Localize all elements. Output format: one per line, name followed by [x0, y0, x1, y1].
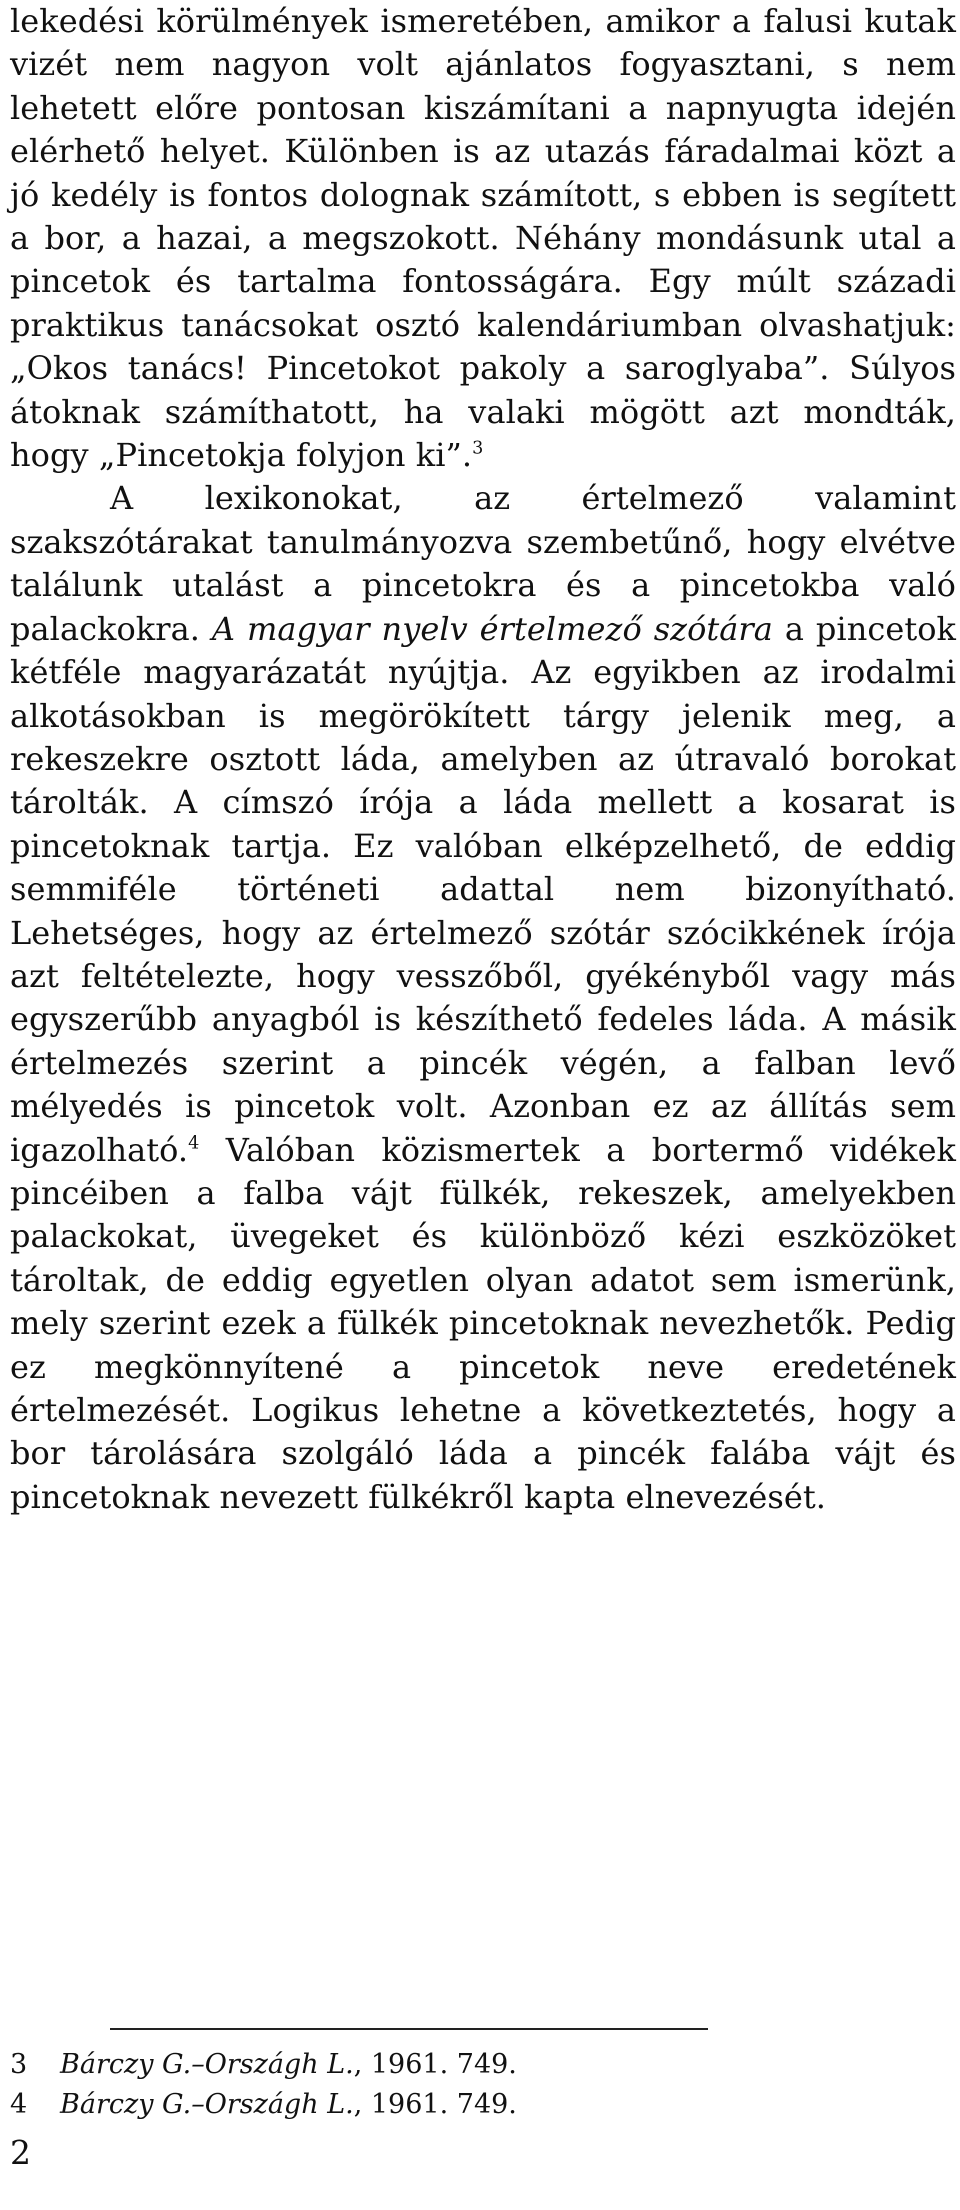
- footnote-number: 3: [10, 2049, 28, 2080]
- footnote-citation: , 1961. 749.: [353, 2049, 517, 2080]
- paragraph-2: [10, 477, 956, 1519]
- body-text: [10, 0, 956, 1519]
- footnote-divider: [110, 2028, 708, 2030]
- paragraph-2-part-1: A lexikonokat, az értelmező valamint szakszótárakat tanulmányozva szembetűnő, hogy elvétve találunk utalást a pincetokra és a pincetokba való palackokra.: [10, 479, 956, 648]
- footnote-author: Bárczy G.–Országh L.: [60, 2089, 354, 2120]
- footnote-ref-3: 3: [472, 438, 484, 459]
- footnotes: [10, 2045, 910, 2125]
- page-number: 2: [10, 2133, 31, 2172]
- footnote-author: Bárczy G.–Országh L.: [60, 2049, 354, 2080]
- footnote-text: [60, 2045, 517, 2085]
- paragraph-2-part-2: a pincetok kétféle magyarázatát nyújtja. Az egyikben az irodalmi alkotásokban is megörökített tárgy jelenik meg, a rekeszekre osztott láda, amelyben az útravaló borokat tárolták. A címszó írója a láda mellett a kosarat is pincetoknak tartja. Ez valóban elképzelhető, de eddig semmiféle történeti adattal nem bizonyítható. Lehetséges, hogy az értelmező szótár szócikkének írója azt feltételezte, hogy vesszőből, gyékényből vagy más egyszerűbb anyagból is készíthető fedeles láda. A másik értelmezés szerint a pincék végén, a falban levő mélyedés is pincetok volt. Azonban ez az állítás sem igazolható.: [10, 609, 956, 1169]
- footnote-number: 4: [10, 2089, 28, 2120]
- dictionary-title: A magyar nyelv értelmező szótára: [211, 609, 773, 648]
- paragraph-1-text: lekedési körülmények ismeretében, amikor a falusi kutak vizét nem nagyon volt ajánlatos fogyasztani, s nem lehetett előre pontosan kiszámítani a napnyugta idején elérhető helyet. Különben is az utazás fáradalmai közt a jó kedély is fontos dolognak számított, s ebben is segített a bor, a hazai, a megszokott. Néhány mondásunk utal a pincetok és tartalma fontosságára. Egy múlt századi praktikus tanácsokat osztó kalendáriumban olvashatjuk: „Okos tanács! Pincetokot pakoly a saroglyaba”. Súlyos átoknak számíthatott, ha valaki mögött azt mondták, hogy „Pincetokja folyjon ki”.: [10, 2, 956, 475]
- paragraph-2-part-3: Valóban közismertek a bortermő vidékek pincéiben a falba vájt fülkék, rekeszek, amelyekben palackokat, üvegeket és különböző kézi eszközöket tároltak, de eddig egyetlen olyan adatot sem ismerünk, mely szerint ezek a fülkék pincetoknak nevezhetők. Pedig ez megkönnyítené a pincetok neve eredetének értelmezését. Logikus lehetne a következtetés, hogy a bor tárolására szolgáló láda a pincék falába vájt és pincetoknak nevezett fülkékről kapta elnevezését.: [10, 1130, 956, 1516]
- footnote-4: [10, 2085, 910, 2125]
- footnote-text: [60, 2085, 517, 2125]
- footnote-ref-4: 4: [188, 1133, 200, 1154]
- footnote-citation: , 1961. 749.: [353, 2089, 517, 2120]
- paragraph-1: [10, 0, 956, 477]
- footnote-3: [10, 2045, 910, 2085]
